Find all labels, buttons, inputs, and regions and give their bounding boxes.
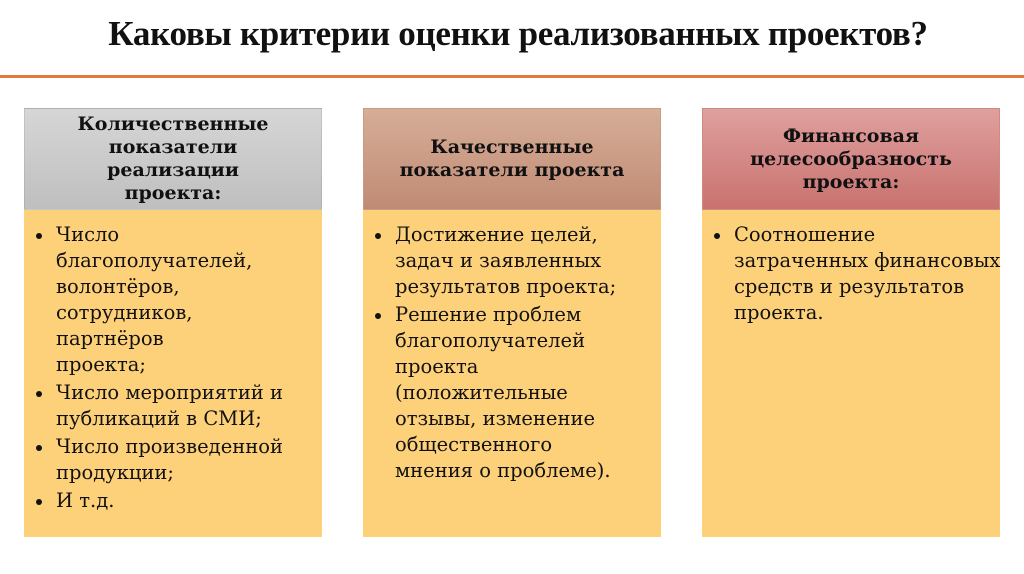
list-item [34,380,326,432]
list-item [373,222,650,300]
card-header-text: Количественные показатели реализации проекта: [77,113,269,204]
card-header-text: Финансовая целесообразность проекта: [750,124,952,193]
list-item [373,302,635,484]
title-divider [0,75,1024,78]
list-item-text: Число мероприятий и публикаций в СМИ; [56,381,284,430]
bullet-icon [36,499,42,505]
list-item [34,488,312,514]
card-header-financial [702,108,1000,210]
criteria-list [373,222,651,484]
list-item-text: Число благополучателей, волонтёров, сотрудников, партнёров проекта; [56,223,253,376]
bullet-icon [36,233,42,239]
list-item-text: Соотношение затраченных финансовых средств и результатов проекта. [734,223,1001,324]
card-quantitative [24,108,322,537]
list-item-text: Решение проблем благополучателей проекта (положительные отзывы, изменение общественного мнения о проблеме). [395,303,611,482]
list-item [34,434,328,486]
card-body-qualitative [363,210,661,537]
card-header-text: Качественные показатели проекта [399,136,625,181]
slide-title: Каковы критерии оценки реализованных проектов? [108,14,928,53]
bullet-icon [36,445,42,451]
card-body-quantitative [24,210,322,537]
bullet-icon [36,391,42,397]
card-header-qualitative [363,108,661,210]
list-item-text: И т.д. [56,489,115,512]
bullet-icon [375,233,381,239]
list-item [34,222,253,378]
criteria-list [34,222,312,514]
list-item [712,222,1006,326]
list-item-text: Число произведенной продукции; [56,435,283,484]
list-item-text: Достижение целей, задач и заявленных результатов проекта; [395,223,617,298]
card-qualitative [363,108,661,537]
card-financial [702,108,1000,537]
card-body-financial [702,210,1000,537]
criteria-list [712,222,1001,326]
bullet-icon [375,313,381,319]
card-header-quantitative [24,108,322,210]
bullet-icon [714,233,720,239]
